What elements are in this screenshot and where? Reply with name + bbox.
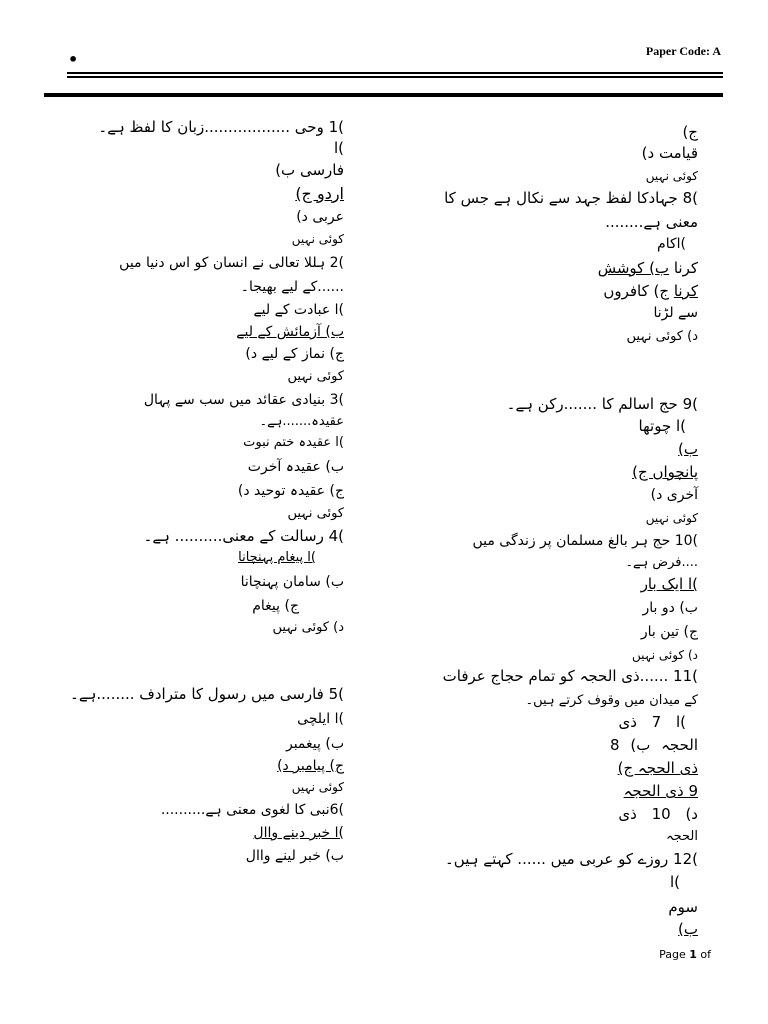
q3-stem-cont: عقیدہ.......ہے۔ [259, 414, 344, 429]
q11-option-d: د) 10 ذی [618, 805, 698, 823]
page-footer [659, 948, 711, 961]
q7-option-c: ج) [682, 123, 698, 141]
q5-stem: )5 فارسی میں رسول کا مترادف ........ہے۔ [70, 685, 344, 703]
q11-option-a: )ا 7 ذی [618, 713, 686, 731]
q6-stem: )6نبی کا لغوی معنی ہے.......... [160, 802, 344, 818]
q11-option-d-cont: الحجہ [666, 829, 698, 844]
header-rule-mid [67, 76, 723, 78]
q11-stem: )11 ......ذی الحجہ کو تمام حجاج عرفات [442, 667, 698, 685]
of-word: of [700, 948, 711, 961]
q8-option-c-cont: سے لڑنا [653, 305, 698, 321]
q8-option-b-line [598, 260, 698, 277]
paper-code: Paper Code: A [645, 44, 721, 58]
q11-option-b: الحجہ ب) 8 [610, 736, 698, 754]
q2-option-none: کوئی نہیں [287, 369, 344, 384]
q9-option-d: آخری د) [650, 487, 698, 503]
q10-option-a: )ا ایک بار [640, 575, 698, 593]
q9-option-a: )ا چوتھا [638, 417, 686, 435]
q8-option-c: ج) کافروں [603, 282, 670, 300]
q8-option-b: ب) کوشش [597, 259, 670, 277]
page-word: Page [659, 948, 686, 961]
q8-stem: )8 جہادکا لفظ جہد سے نکال ہے جس کا [444, 189, 698, 207]
q9-option-b: ب) [678, 440, 698, 458]
q11-stem-cont: کے میدان میں وقوف کرتے ہیں۔ [525, 693, 698, 708]
q11-option-c-cont: 9 ذی الحجہ [623, 782, 698, 800]
q10-option-b: ب) دو بار [642, 600, 698, 616]
header-rule-top [67, 72, 723, 74]
q4-option-b: ب) سامان پہنچانا [240, 574, 344, 590]
q12-stem: )12 روزے کو عربی میں ...... کہتے ہیں۔ [445, 850, 698, 868]
q3-option-a: )ا عقیدہ ختم نبوت [243, 435, 344, 450]
q9-option-c-underlined: پانچواں ج) [632, 463, 698, 481]
q4-option-c: ج) پیغام [252, 598, 299, 614]
q4-option-a: )ا پیغام پہنچانا [238, 550, 316, 565]
q1-option-a: )ا [333, 139, 344, 157]
q3-option-c: ج) عقیدہ توحید د) [237, 483, 344, 499]
q9-stem: )9 حج اسالم کا .......رکن ہے۔ [506, 395, 698, 413]
q4-stem: )4 رسالت کے معنی.......... ہے۔ [143, 527, 344, 545]
q3-stem: )3 بنیادی عقائد میں سب سے پہال [143, 392, 344, 408]
q8-option-d: د) کوئی نہیں [626, 329, 698, 344]
q8-option-b-tail: کرنا [673, 259, 698, 277]
q6-option-a: )ا خبر دینے واال [253, 825, 344, 841]
q11-option-c: ذی الحجہ ج) [617, 759, 698, 777]
q9-option-c [632, 464, 698, 481]
q2-option-b: ب) آزمائش کے لیے [236, 324, 344, 340]
q8-option-b-end: کرنا [673, 282, 698, 300]
page-number: 1 [689, 948, 697, 961]
q3-option-none: کوئی نہیں [287, 506, 344, 521]
q12-option-a: )ا [669, 873, 680, 891]
q12-option-a-text: سوم [668, 898, 698, 916]
q1-option-b: فارسی ب) [275, 161, 344, 179]
q6-option-b: ب) خبر لینے واال [245, 848, 344, 864]
q2-option-c: ج) نماز کے لیے د) [245, 346, 344, 362]
q10-option-c: ج) تین بار [640, 624, 698, 640]
q4-option-d: د) کوئی نہیں [272, 620, 344, 635]
q5-option-b: ب) پیغمبر [285, 736, 344, 752]
q5-option-a: )ا ایلچی [297, 711, 344, 727]
q1-option-d: عربی د) [296, 209, 344, 225]
q7-option-none: کوئی نہیں [645, 169, 698, 183]
q9-option-none: کوئی نہیں [645, 511, 698, 525]
q10-stem-cont: ....فرض ہے۔ [625, 555, 698, 570]
q5-option-c: ج) پیامبر د) [277, 758, 344, 774]
q10-stem: )10 حج ہر بالغ مسلمان پر زندگی میں [472, 533, 698, 549]
q3-option-b: ب) عقیدہ آخرت [247, 459, 344, 475]
q1-stem: )1 وحی ..................زبان کا لفظ ہے۔ [98, 118, 344, 136]
q5-option-none: کوئی نہیں [291, 780, 344, 794]
q8-stem-cont: معنی ہے........ [605, 213, 698, 231]
q2-option-a: )ا عبادت کے لیے [253, 302, 344, 318]
q1-option-none: کوئی نہیں [291, 232, 344, 246]
q12-option-b: ب) [678, 920, 698, 938]
q1-option-c: اردو ج) [295, 184, 344, 203]
q7-option-d: قیامت د) [641, 144, 698, 162]
q8-option-c-line [603, 283, 698, 300]
q2-stem-cont: ......کے لیے بھیجا۔ [240, 279, 344, 295]
q8-option-a: )اکام [657, 236, 686, 252]
q2-stem: )2 ہللا تعالی نے انسان کو اس دنیا میں [119, 255, 344, 271]
q10-option-d: د) کوئی نہیں [631, 648, 698, 662]
bullet-dot: • [68, 50, 79, 69]
header-rule-thick [44, 93, 723, 97]
